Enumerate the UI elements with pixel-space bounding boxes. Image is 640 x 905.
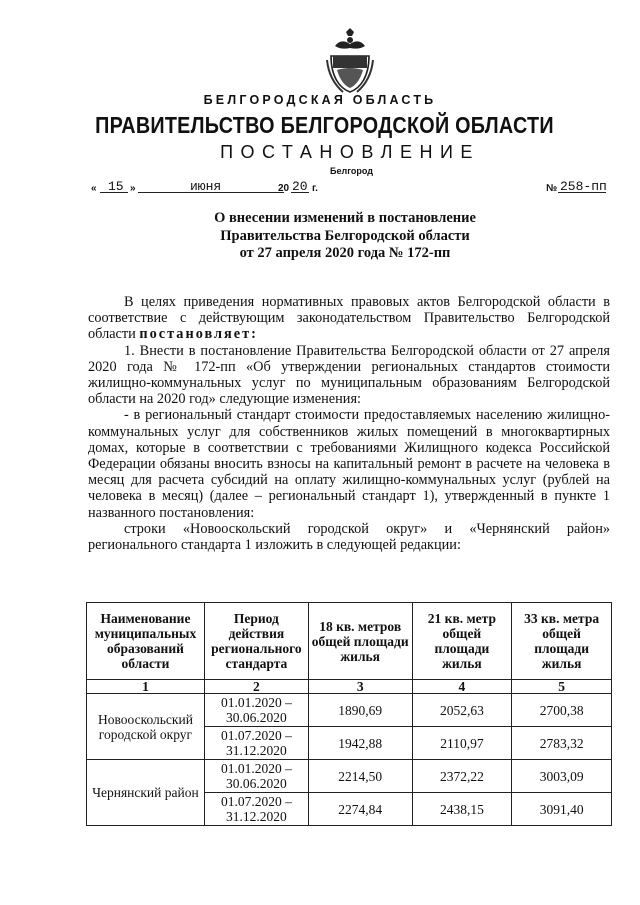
table-header-row — [87, 603, 612, 680]
document-body — [88, 294, 610, 553]
document-title — [90, 210, 600, 263]
column-number: 1 — [87, 680, 205, 694]
column-number-row — [87, 680, 612, 694]
region-title: БЕЛГОРОДСКАЯ ОБЛАСТЬ — [203, 93, 437, 107]
column-number: 4 — [412, 680, 512, 694]
date-day: 15 — [108, 179, 124, 194]
municipality-name: Чернянский район — [87, 760, 205, 826]
value-18: 1890,69 — [308, 694, 412, 727]
column-header: 21 кв. метр общей площади жилья — [412, 603, 512, 680]
title-line: от 27 апреля 2020 года № 172-пп — [239, 245, 451, 261]
column-header: Наименование муниципальных образований области — [87, 603, 205, 680]
table-row — [87, 760, 612, 793]
column-header: Период действия регионального стандарта — [204, 603, 308, 680]
value-33: 3003,09 — [512, 760, 612, 793]
year-suffix: 20 — [292, 179, 308, 194]
value-18: 1942,88 — [308, 727, 412, 760]
paragraph-3: - в региональный стандарт стоимости предоставляемых населению жилищно-коммунальных услуг для собственников жилых помещений в многоквартирных домах, которые в соответствии с требованиями Жилищного кодекса Российской Федерации обязаны вносить взносы на капитальный ремонт в расчете на человека в месяц для расчета субсидий на оплату жилищно-коммунальных услуг (рублей на человека в месяц) (далее – региональный стандарт 1), утвержденный в пункте 1 названного постановления: — [88, 407, 610, 521]
column-number: 5 — [512, 680, 612, 694]
paragraph-4: строки «Новооскольский городской округ» и «Чернянский район» регионального стандарта 1 изложить в следующей редакции: — [88, 520, 610, 554]
value-33: 2783,32 — [512, 727, 612, 760]
standards-table — [86, 602, 612, 826]
title-line: О внесении изменений в постановление — [214, 210, 476, 226]
title-line: Правительства Белгородской области — [220, 227, 470, 244]
date-month: июня — [190, 179, 222, 194]
emphasis-postanovlyaet: постановляет: — [139, 326, 258, 343]
paragraph-2: 1. Внести в постановление Правительства Белгородской области от 27 апреля 2020 года № 172-пп «Об утверждении региональных стандартов стоимости жилищно-коммунальных услуг по муниципальным образованиям Белгородской области на 2020 год» следующие изменения: — [88, 342, 610, 408]
value-21: 2372,22 — [412, 760, 512, 793]
government-title: ПРАВИТЕЛЬСТВО БЕЛГОРОДСКОЙ ОБЛАСТИ — [95, 112, 554, 138]
value-33: 2700,38 — [512, 694, 612, 727]
year-abbr: г. — [312, 183, 318, 194]
coat-of-arms-icon — [325, 26, 375, 94]
quote-open: « — [91, 183, 97, 194]
period-cell: 01.07.2020 – 31.12.2020 — [204, 727, 308, 760]
value-33: 3091,40 — [512, 793, 612, 826]
year-prefix: 20 — [278, 183, 290, 194]
number-label: № — [546, 183, 558, 194]
paragraph-1: В целях приведения нормативных правовых актов Белгородской области в соответствие с действующим законодательством Правительство Белгородской области постановляет: — [88, 294, 610, 343]
column-header: 33 кв. метра общей площади жилья — [512, 603, 612, 680]
date-line — [88, 178, 608, 196]
municipality-name: Новооскольский городской округ — [87, 694, 205, 760]
city-label: Белгород — [330, 166, 373, 176]
value-18: 2214,50 — [308, 760, 412, 793]
quote-close: » — [130, 183, 136, 194]
period-cell: 01.01.2020 – 30.06.2020 — [204, 760, 308, 793]
period-cell: 01.01.2020 – 30.06.2020 — [204, 694, 308, 727]
value-21: 2110,97 — [412, 727, 512, 760]
column-header: 18 кв. метров общей площади жилья — [308, 603, 412, 680]
period-cell: 01.07.2020 – 31.12.2020 — [204, 793, 308, 826]
doc-number: 258-пп — [560, 179, 607, 194]
column-number: 2 — [204, 680, 308, 694]
table-row — [87, 694, 612, 727]
value-18: 2274,84 — [308, 793, 412, 826]
value-21: 2438,15 — [412, 793, 512, 826]
value-21: 2052,63 — [412, 694, 512, 727]
doc-type-title: ПОСТАНОВЛЕНИЕ — [220, 142, 480, 162]
column-number: 3 — [308, 680, 412, 694]
